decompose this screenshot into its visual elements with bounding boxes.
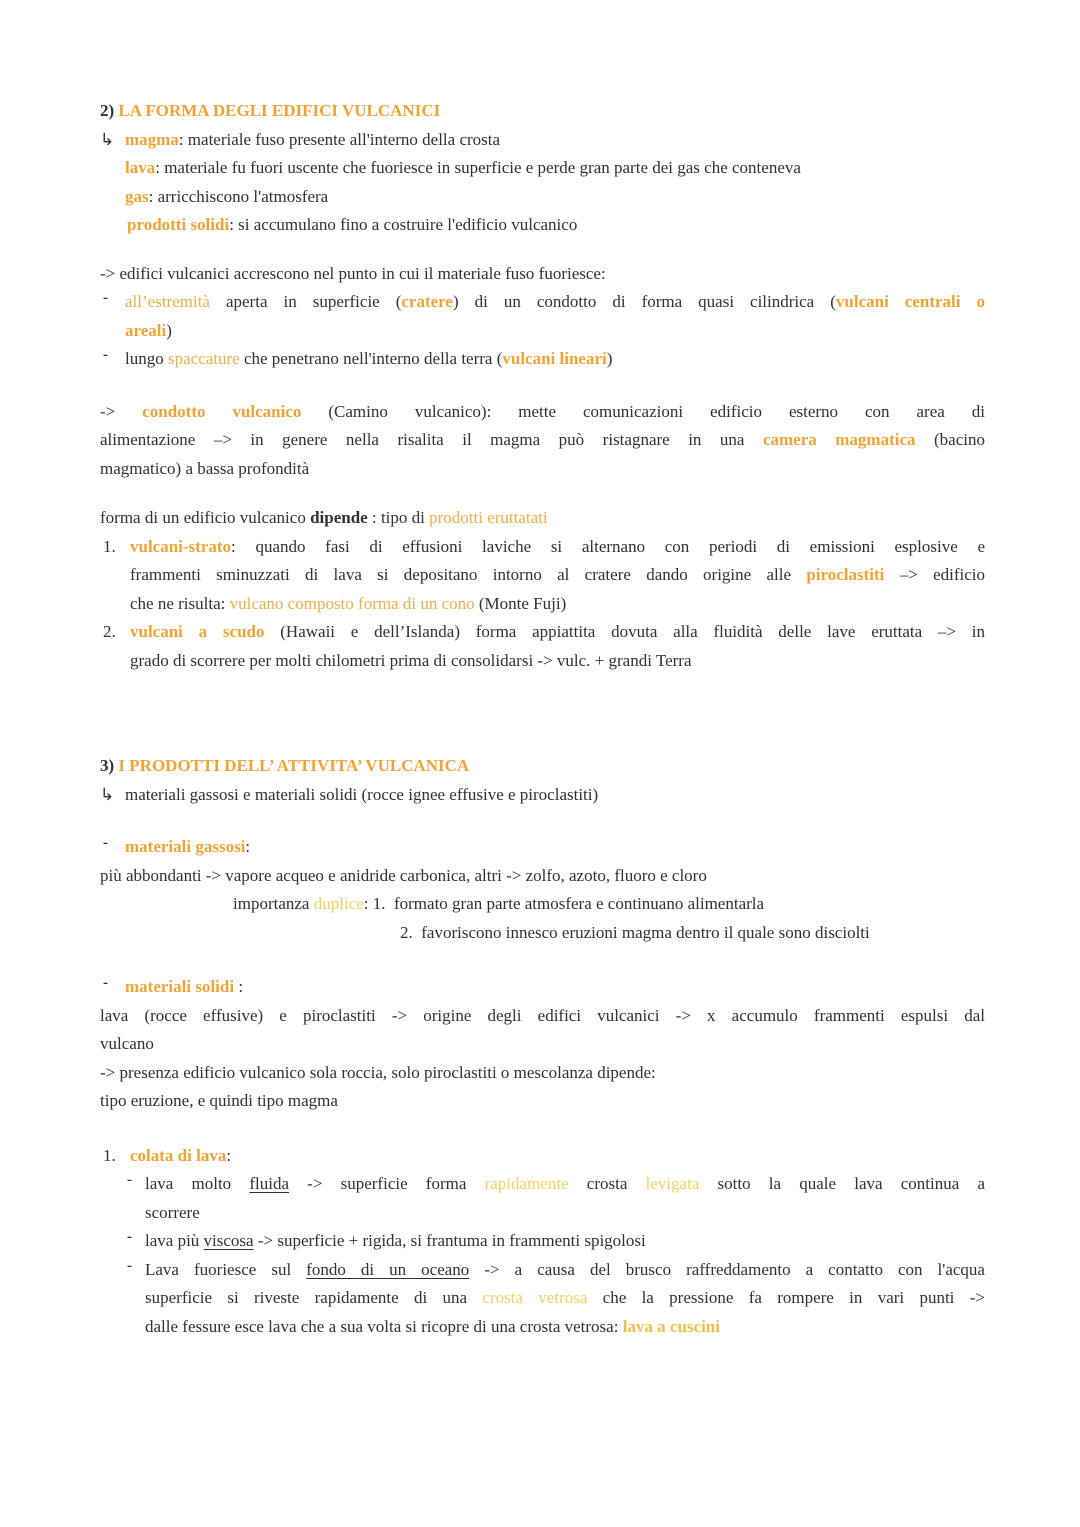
paragraph-solidi [100, 1002, 985, 1059]
term-strong-highlight: vulcani lineari [502, 349, 607, 368]
bullet-materiali-solidi [100, 973, 985, 1002]
text: che ne risulta: [130, 593, 230, 613]
text-line [125, 183, 985, 212]
notes-content [100, 97, 985, 1341]
text-line [100, 455, 985, 484]
term-strong-highlight: cratere [401, 292, 453, 311]
text: crosta [568, 1174, 646, 1193]
text: : si accumulano fino a costruire l'edificio vulcanico [229, 215, 578, 234]
text-line [125, 288, 985, 317]
text: lungo [125, 349, 168, 368]
text: (bacino [915, 430, 985, 449]
section-3-heading [100, 752, 985, 781]
text: : [245, 837, 251, 856]
term-strong-highlight: gas [125, 186, 149, 206]
text: lava molto [145, 1174, 250, 1193]
text-line [145, 1170, 985, 1199]
text: che la pressione fa rompere in vari punti -> [587, 1288, 985, 1307]
text: forma di un edificio vulcanico [100, 508, 311, 527]
text-line [130, 561, 985, 590]
text-line [100, 752, 985, 781]
text-line [130, 533, 985, 562]
list-number: 1. [103, 536, 116, 556]
dash-bullet: - [103, 347, 108, 363]
text: ) di un condotto di forma quasi cilindrica ( [452, 292, 836, 311]
text-line [400, 919, 985, 948]
text: -> [100, 401, 143, 421]
text: superficie si riveste rapidamente di una [145, 1288, 483, 1307]
text: : arricchiscono l'atmosfera [148, 186, 329, 206]
tipo-eruzione-line [100, 1087, 985, 1116]
term-strong-highlight: vulcani a scudo [130, 622, 265, 641]
definition-magma [100, 126, 985, 155]
text-line [100, 1002, 985, 1031]
gassosi-abbondanti-line [100, 862, 985, 891]
dash-bullet: - [127, 1172, 132, 1188]
term-light-highlight: all’estremità [125, 292, 210, 311]
text: : materiale fu fuori uscente che fuoriesce in superficie e perde gran parte dei gas che conteneva [155, 158, 801, 177]
arrow-down-right-icon: ↳ [100, 129, 115, 150]
text: sotto la quale lava continua a [699, 1174, 985, 1193]
term-strong-highlight: colata di lava [130, 1145, 227, 1165]
term-light-highlight: prodotti eruttatati [429, 508, 548, 527]
text: -> presenza edificio vulcanico sola roccia, solo piroclastiti o mescolanza dipende: [100, 1062, 656, 1082]
text-line [145, 1199, 985, 1228]
text: frammenti sminuzzati di lava si depositano intorno al cratere dando origine alle [130, 565, 807, 584]
text: : 1. formato gran parte atmosfera e continuano alimentarla [363, 894, 765, 913]
text: alimentazione –> in genere nella risalita il magma può ristagnare in una [100, 430, 763, 449]
numbered-vulcani-strato [100, 533, 985, 619]
presenza-line [100, 1059, 985, 1088]
term-strong-highlight: piroclastiti [806, 565, 885, 584]
term-strong-highlight: I PRODOTTI DELL’ ATTIVITA’ VULCANICA [118, 756, 470, 775]
term-strong-highlight: materiali gassosi [125, 837, 246, 856]
term-strong-highlight: lava [125, 158, 156, 177]
text: dalle fessure esce lava che a sua volta si ricopre di una crosta vetrosa: [145, 1316, 623, 1336]
text: grado di scorrere per molti chilometri prima di consolidarsi -> vulc. + grandi Terra [130, 650, 692, 670]
text: ) [166, 320, 172, 340]
text: : materiale fuso presente all'interno della crosta [178, 129, 501, 149]
list-number: 1. [103, 1145, 116, 1165]
text: lava più [145, 1231, 204, 1250]
list-number: 2. [103, 622, 116, 641]
text-line [100, 426, 985, 455]
dash-bullet: - [127, 1257, 132, 1274]
text-line [125, 345, 985, 374]
bullet-spaccature [100, 345, 985, 374]
term-pale-highlight: crosta vetrosa [482, 1288, 588, 1307]
text: (Camino vulcanico): mette comunicazioni edificio esterno con area di [301, 401, 985, 421]
term-strong-highlight: LA FORMA DEGLI EDIFICI VULCANICI [118, 101, 441, 120]
arrow-down-right-icon: ↳ [100, 784, 115, 805]
text: importanza [233, 894, 314, 913]
definition-lava [100, 154, 985, 183]
text: (Hawaii e dell’Islanda) forma appiattita dovuta alla fluidità delle lave eruttata –> in [264, 622, 985, 641]
text: : quando fasi di effusioni laviche si alternano con periodi di emissioni esplosive e [231, 536, 985, 556]
underlined-text: fluida [249, 1174, 289, 1193]
term-pale-highlight: duplice [313, 894, 364, 913]
bold-text: 3) [100, 756, 119, 775]
importanza-duplice-line [100, 890, 985, 919]
edifici-intro-line [100, 260, 985, 289]
text-line [125, 154, 985, 183]
bold-text: 2) [100, 101, 119, 120]
bullet-estremita [100, 288, 985, 345]
term-pale-highlight: levigata [645, 1174, 700, 1193]
text-line [100, 260, 985, 289]
text-line [100, 1030, 985, 1059]
text: aperta in superficie ( [209, 292, 402, 311]
numbered-vulcani-scudo [100, 618, 985, 675]
text-line [100, 97, 985, 126]
text-line [145, 1227, 985, 1256]
term-strong-highlight: camera magmatica [762, 430, 916, 449]
text: materiali gassosi e materiali solidi (rocce ignee effusive e piroclastiti) [125, 784, 599, 804]
text-line [145, 1284, 985, 1313]
text-line [145, 1256, 985, 1285]
subbullet-lava-viscosa [100, 1227, 985, 1256]
text-line [125, 317, 985, 346]
text-line [130, 618, 985, 647]
text: più abbondanti -> vapore acqueo e anidride carbonica, altri -> zolfo, azoto, fluoro e cloro [100, 865, 707, 885]
text-line [130, 647, 985, 676]
text-line [127, 211, 985, 240]
text-line [125, 833, 985, 862]
text-line [100, 1087, 985, 1116]
text: : [226, 1145, 232, 1165]
term-strong-highlight: materiali solidi [125, 977, 235, 996]
text-line [100, 1059, 985, 1088]
text-line [125, 973, 985, 1002]
dash-bullet: - [103, 975, 108, 991]
subbullet-lava-oceano [100, 1256, 985, 1342]
text-line [125, 126, 985, 155]
text: (Monte Fuji) [474, 593, 567, 613]
text: scorrere [145, 1202, 200, 1222]
bullet-materiali-gassosi [100, 833, 985, 862]
term-strong-highlight: areali [125, 320, 167, 340]
dash-bullet: - [103, 835, 108, 851]
term-light-highlight: vulcano composto forma di un cono [229, 593, 475, 613]
bold-text: dipende [310, 508, 368, 527]
text-line [100, 398, 985, 427]
text-line [125, 781, 985, 810]
text: che penetrano nell'interno della terra ( [239, 349, 503, 368]
text: 2. favoriscono innesco eruzioni magma dentro il quale sono disciolti [400, 922, 870, 942]
term-gold-highlight: lava a cuscini [622, 1316, 720, 1336]
definition-gas [100, 183, 985, 212]
text: Lava fuoriesce sul [145, 1259, 307, 1279]
text-line [100, 862, 985, 891]
numbered-colata-di-lava [100, 1142, 985, 1171]
definition-prodotti-solidi [100, 211, 985, 240]
underlined-text: viscosa [203, 1231, 254, 1250]
term-strong-highlight: vulcani centrali o [835, 292, 985, 311]
text: magmatico) a bassa profondità [100, 458, 310, 478]
text-line [145, 1313, 985, 1342]
paragraph-condotto [100, 398, 985, 484]
section-2-heading [100, 97, 985, 126]
text: -> superficie + rigida, si frantuma in frammenti spigolosi [253, 1231, 646, 1250]
text-line [130, 1142, 985, 1171]
dash-bullet: - [103, 290, 108, 306]
term-strong-highlight: condotto vulcanico [142, 401, 302, 421]
text: -> a causa del brusco raffreddamento a contatto con l'acqua [469, 1259, 985, 1279]
materiali-intro-line [100, 781, 985, 810]
term-light-highlight: spaccature [167, 349, 240, 368]
text: vulcano [100, 1034, 154, 1053]
text: : [234, 977, 244, 996]
text-line [130, 590, 985, 619]
term-strong-highlight: prodotti solidi [127, 215, 230, 234]
text-line [233, 890, 985, 919]
subbullet-lava-fluida [100, 1170, 985, 1227]
underlined-text: fondo di un oceano [306, 1259, 470, 1279]
importanza-secondo-line [100, 919, 985, 948]
text: ) [606, 349, 613, 368]
text: : tipo di [367, 508, 430, 527]
term-strong-highlight: vulcani-strato [130, 536, 232, 556]
term-strong-highlight: magma [125, 129, 179, 149]
text-line [100, 504, 985, 533]
text: tipo eruzione, e quindi tipo magma [100, 1091, 338, 1110]
text: -> edifici vulcanici accrescono nel punto in cui il materiale fuso fuoriesce: [100, 263, 606, 283]
text: –> edificio [884, 565, 985, 584]
forma-dipende-line [100, 504, 985, 533]
text: lava (rocce effusive) e piroclastiti -> origine degli edifici vulcanici -> x accumulo frammenti espulsi dal [100, 1005, 985, 1025]
term-pale-highlight: rapidamente [484, 1174, 569, 1193]
dash-bullet: - [127, 1229, 132, 1245]
text: -> superficie forma [289, 1174, 485, 1193]
